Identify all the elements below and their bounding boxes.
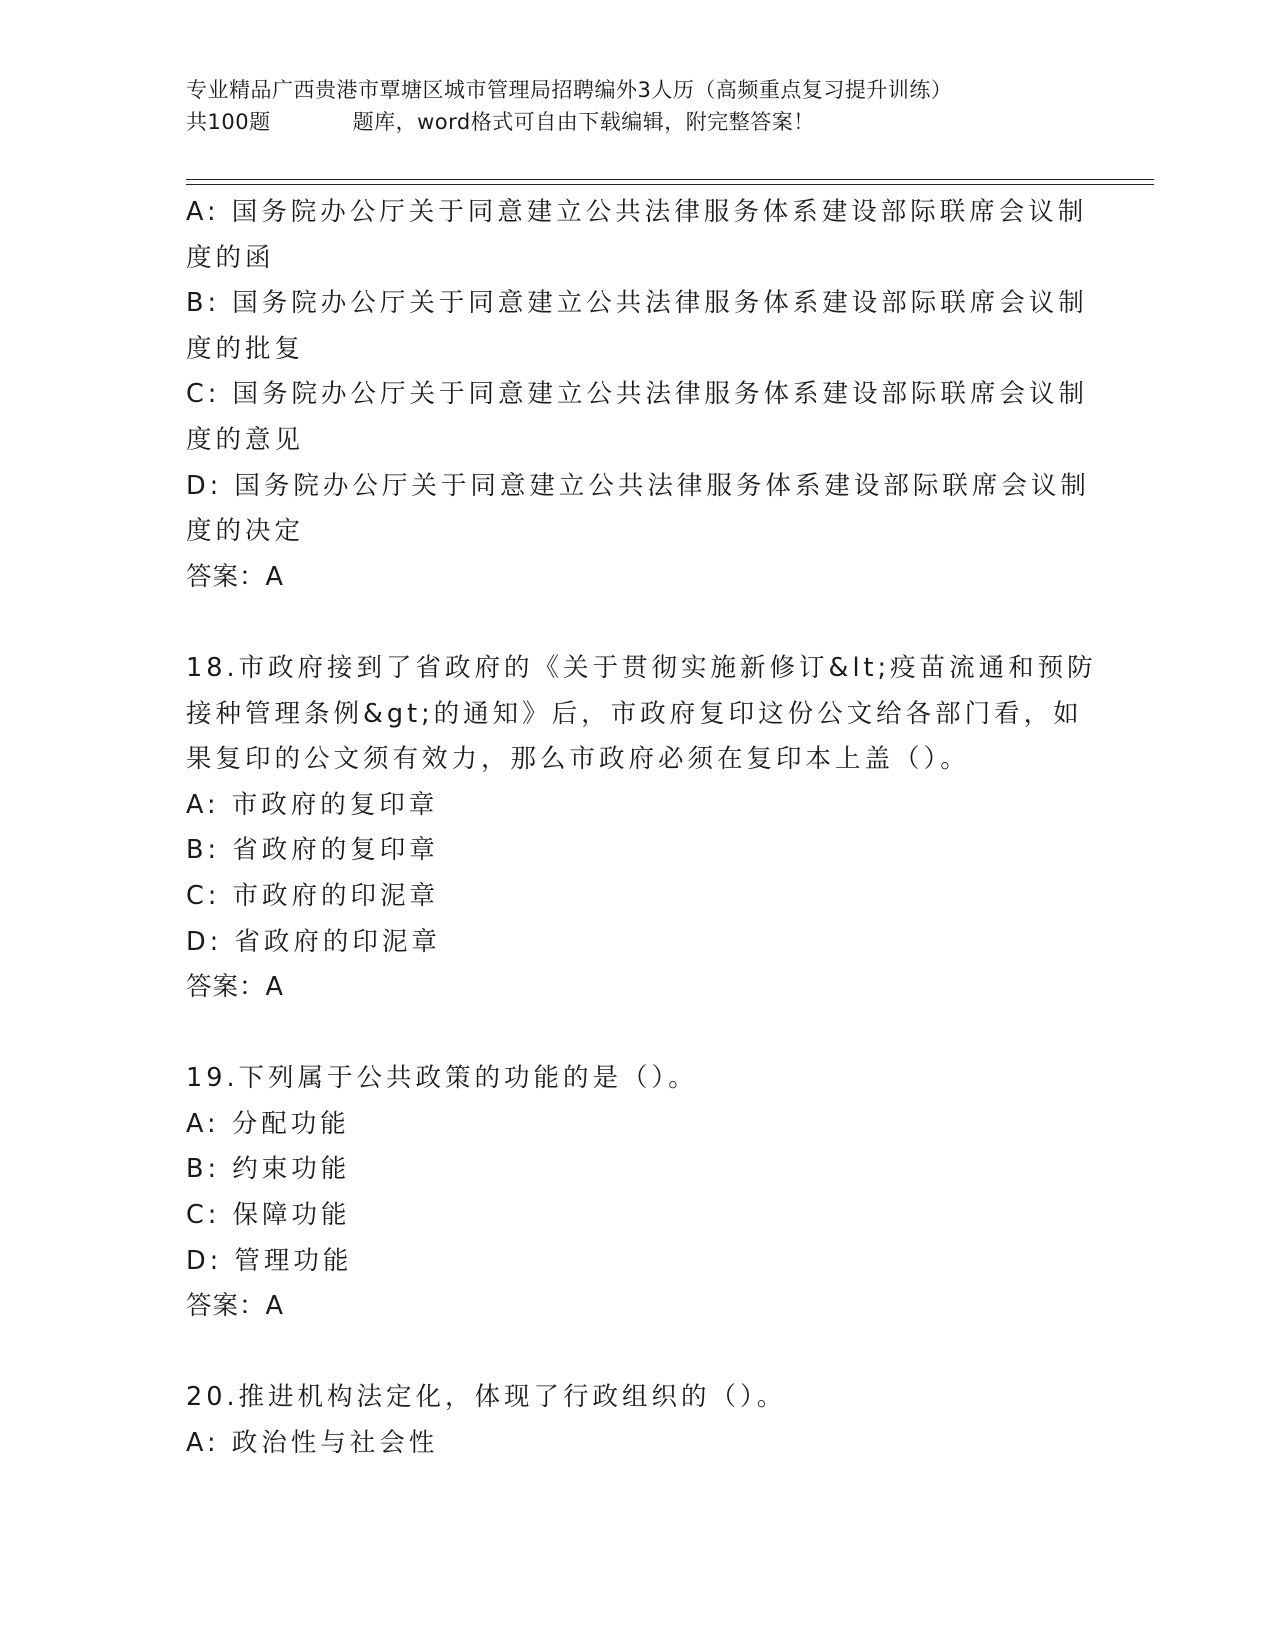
question-17 — [186, 190, 1090, 600]
q19-option-a: A: 分配功能 — [186, 1108, 350, 1139]
q20-option-a: A: 政治性与社会性 — [186, 1428, 439, 1459]
header-rule-bottom — [186, 184, 1154, 185]
header-title-line: 专业精品广西贵港市覃塘区城市管理局招聘编外3人历（高频重点复习提升训练） — [186, 78, 953, 102]
q18-stem-line3: 果复印的公文须有效力，那么市政府必须在复印本上盖（）。 — [186, 744, 970, 775]
q19-option-d: D: 管理功能 — [186, 1245, 353, 1276]
q17-option-d-line2: 度的决定 — [186, 516, 305, 547]
question-20 — [186, 1375, 1086, 1466]
q17-option-b-line2: 度的批复 — [186, 333, 305, 364]
q18-stem-line1: 18.市政府接到了省政府的《关于贯彻实施新修订&lt;疫苗流通和预防 — [186, 652, 1097, 683]
q18-option-a: A: 市政府的复印章 — [186, 789, 439, 820]
question-content — [186, 190, 1097, 1467]
q17-option-b-line1: B: 国务院办公厅关于同意建立公共法律服务体系建设部际联席会议制 — [186, 288, 1088, 319]
document-header — [186, 74, 1086, 138]
header-rule-top — [186, 179, 1154, 180]
q17-option-c-line2: 度的意见 — [186, 424, 305, 455]
q19-answer: 答案：A — [186, 1291, 284, 1322]
q19-option-c: C: 保障功能 — [186, 1200, 351, 1231]
question-18 — [186, 646, 1097, 1011]
spacer — [186, 600, 1086, 646]
q18-stem-line2: 接种管理条例&gt;的通知》后，市政府复印这份公文给各部门看，如 — [186, 698, 1083, 729]
q17-option-c-line1: C: 国务院办公厅关于同意建立公共法律服务体系建设部际联席会议制 — [186, 379, 1089, 410]
spacer — [186, 1330, 1086, 1376]
q18-option-c: C: 市政府的印泥章 — [186, 880, 440, 911]
q20-stem: 20.推进机构法定化，体现了行政组织的（）。 — [186, 1382, 787, 1413]
q18-answer: 答案：A — [186, 972, 284, 1003]
q17-option-a-line2: 度的函 — [186, 242, 275, 273]
q19-stem: 19.下列属于公共政策的功能的是（）。 — [186, 1063, 698, 1094]
q17-option-a-line1: A: 国务院办公厅关于同意建立公共法律服务体系建设部际联席会议制 — [186, 197, 1088, 227]
question-19 — [186, 1056, 1086, 1330]
q19-option-b: B: 约束功能 — [186, 1154, 351, 1185]
q18-option-b: B: 省政府的复印章 — [186, 835, 439, 866]
spacer — [186, 1011, 1086, 1057]
q17-answer: 答案：A — [186, 561, 284, 592]
header-description: 题库，word格式可自由下载编辑，附完整答案！ — [352, 110, 815, 134]
q18-option-d: D: 省政府的印泥章 — [186, 926, 441, 957]
header-subtitle-line — [186, 106, 1086, 138]
q17-option-d-line1: D: 国务院办公厅关于同意建立公共法律服务体系建设部际联席会议制 — [186, 470, 1090, 501]
header-question-count: 共100题 — [186, 110, 271, 134]
